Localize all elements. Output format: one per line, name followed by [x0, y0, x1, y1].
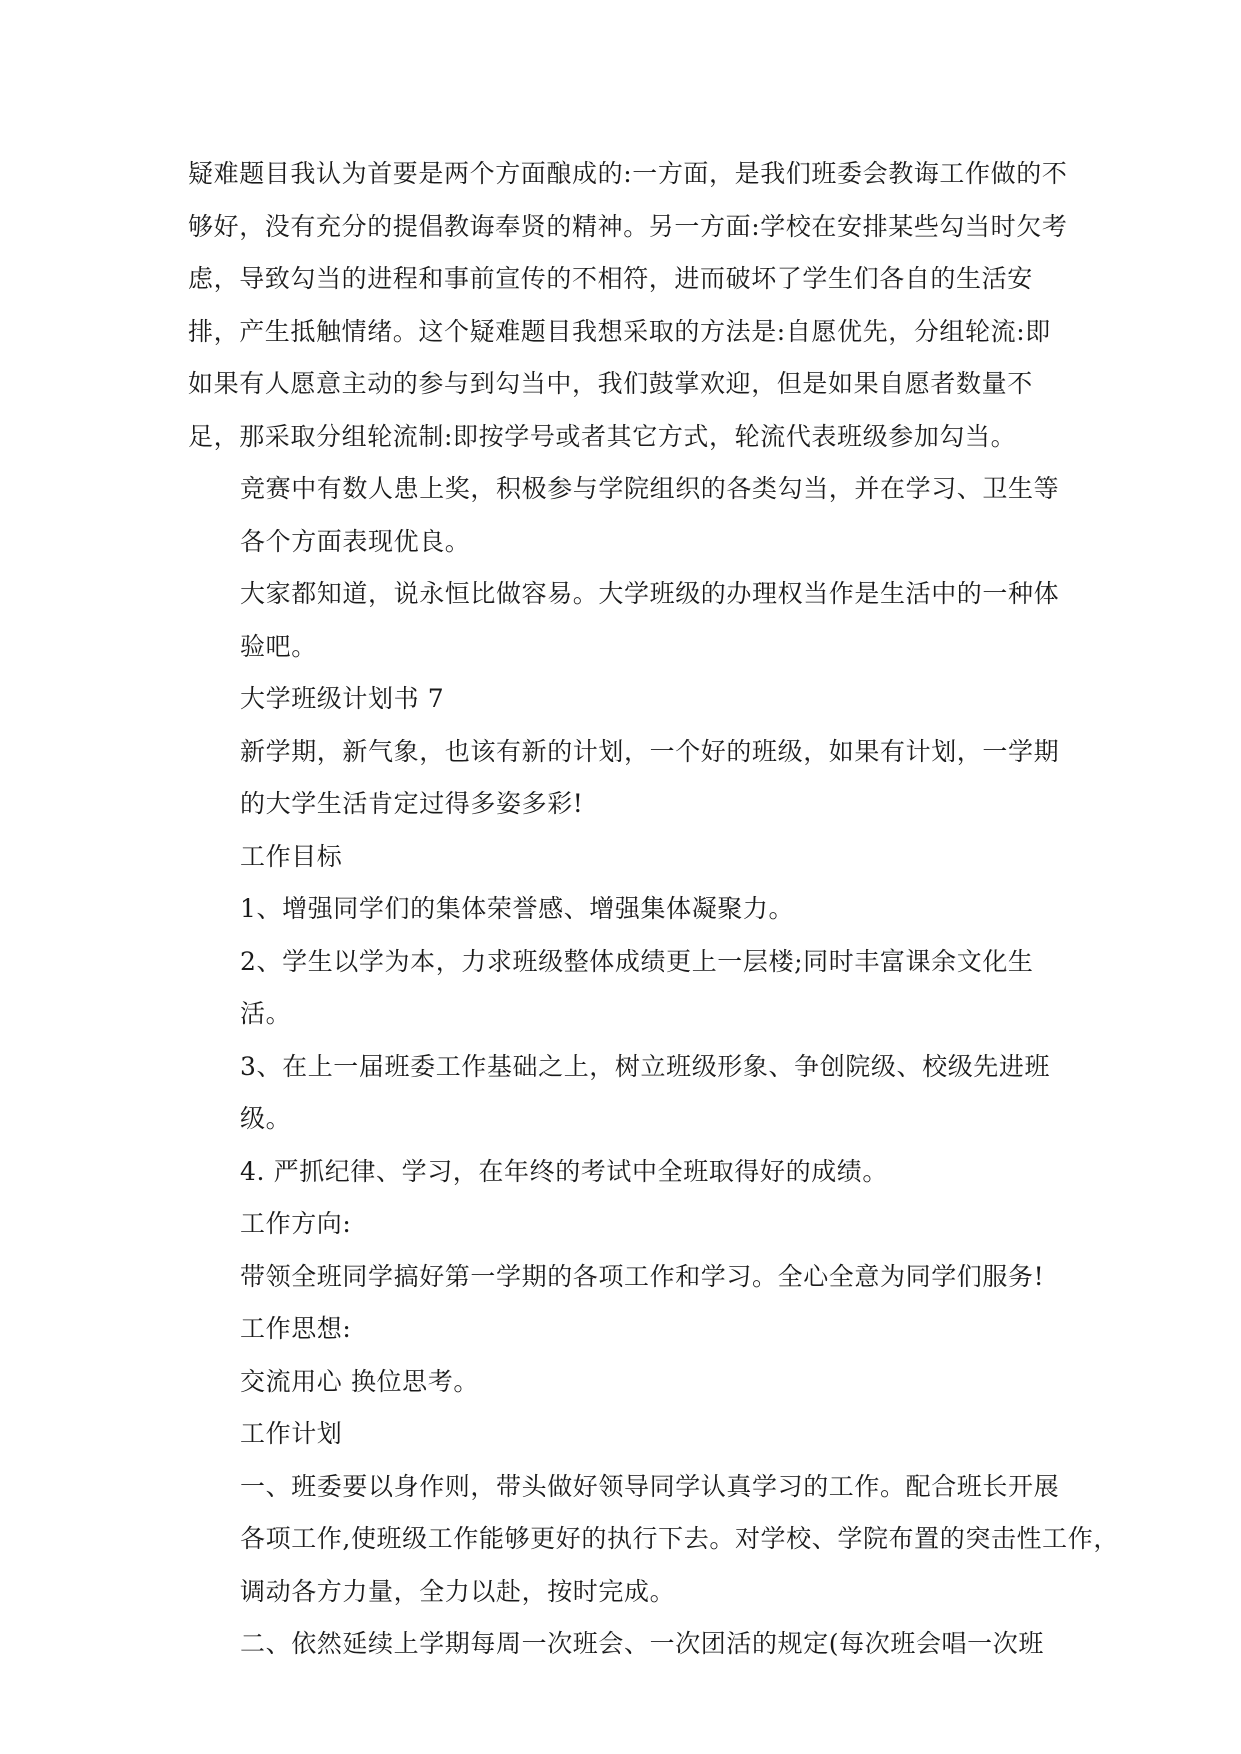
paragraph	[188, 1198, 1058, 1251]
paragraph	[188, 463, 1058, 568]
text-line: 2、学生以学为本，力求班级整体成绩更上一层楼;同时丰富课余文化生	[240, 946, 1034, 976]
paragraph	[188, 1146, 1058, 1199]
text-line: 交流用心 换位思考。	[240, 1366, 479, 1396]
paragraph	[188, 1408, 1058, 1461]
text-line: 竞赛中有数人患上奖，积极参与学院组织的各类勾当，并在学习、卫生等	[240, 474, 1060, 503]
text-line: 一、班委要以身作则，带头做好领导同学认真学习的工作。配合班长开展	[240, 1471, 1060, 1501]
text-line: 的大学生活肯定过得多姿多彩!	[240, 789, 584, 818]
text-line: 疑难题目我认为首要是两个方面酿成的:一方面，是我们班委会教诲工作做的不	[188, 159, 1068, 188]
paragraph	[188, 1041, 1058, 1146]
text-line: 调动各方力量，全力以赴，按时完成。	[240, 1576, 676, 1606]
text-line: 活。	[240, 999, 292, 1028]
text-line: 4. 严抓纪律、学习，在年终的考试中全班取得好的成绩。	[240, 1156, 889, 1186]
text-line: 排，产生抵触情绪。这个疑难题目我想采取的方法是:自愿优先，分组轮流:即	[188, 316, 1051, 346]
text-line: 虑，导致勾当的进程和事前宣传的不相符，进而破坏了学生们各自的生活安	[188, 264, 1033, 293]
text-line: 够好，没有充分的提倡教诲奉贤的精神。另一方面:学校在安排某些勾当时欠考	[188, 211, 1068, 241]
text-line: 工作目标	[240, 841, 343, 871]
paragraph	[188, 148, 1068, 463]
text-line: 3、在上一届班委工作基础之上，树立班级形象、争创院级、校级先进班	[240, 1051, 1051, 1081]
text-line: 大家都知道，说永恒比做容易。大学班级的办理权当作是生活中的一种体	[240, 579, 1060, 608]
paragraph	[188, 1461, 1119, 1619]
text-line: 足，那采取分组轮流制:即按学号或者其它方式，轮流代表班级参加勾当。	[188, 421, 1017, 451]
paragraph	[188, 831, 1058, 884]
text-line: 工作方向:	[240, 1209, 352, 1238]
text-line: 新学期，新气象，也该有新的计划，一个好的班级，如果有计划，一学期	[240, 736, 1060, 766]
paragraph	[188, 568, 1058, 673]
text-line: 带领全班同学搞好第一学期的各项工作和学习。全心全意为同学们服务!	[240, 1261, 1045, 1291]
paragraph	[188, 1618, 1058, 1671]
paragraph	[188, 1356, 1058, 1409]
paragraph	[188, 1303, 1058, 1356]
text-line: 二、依然延续上学期每周一次班会、一次团活的规定(每次班会唱一次班	[240, 1629, 1044, 1658]
text-line: 各项工作,使班级工作能够更好的执行下去。对学校、学院布置的突击性工作，	[240, 1524, 1119, 1553]
text-line: 1、增强同学们的集体荣誉感、增强集体凝聚力。	[240, 894, 795, 923]
text-line: 大学班级计划书 7	[240, 684, 445, 713]
text-line: 验吧。	[240, 631, 317, 661]
paragraph	[188, 883, 1058, 936]
text-line: 各个方面表现优良。	[240, 526, 471, 556]
paragraph	[188, 673, 1058, 726]
paragraph	[188, 936, 1058, 1041]
text-line: 工作计划	[240, 1419, 343, 1448]
text-line: 工作思想:	[240, 1314, 352, 1343]
paragraph	[188, 1251, 1058, 1304]
text-line: 如果有人愿意主动的参与到勾当中，我们鼓掌欢迎，但是如果自愿者数量不	[188, 369, 1033, 398]
text-line: 级。	[240, 1104, 292, 1133]
paragraph	[188, 726, 1058, 831]
document-body	[188, 148, 1119, 1671]
